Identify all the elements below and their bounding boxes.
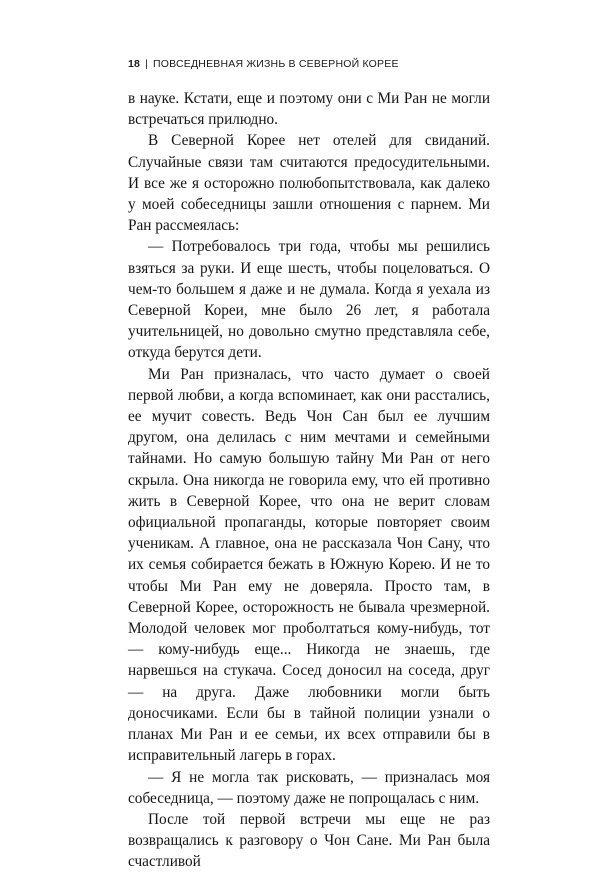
running-title: ПОВСЕДНЕВНАЯ ЖИЗНЬ В СЕВЕРНОЙ КОРЕЕ xyxy=(153,58,399,70)
paragraph-dialogue: — Потребовалось три года, чтобы мы решились взяться за руки. И еще шесть, чтобы поцеловаться. О чем-то большем я даже и не думала. Когда я уехала из Северной Кореи, мне было 26 лет, я работала учительницей, но довольно смутно представляла себе, откуда берутся дети. xyxy=(128,238,490,362)
paragraph-continuation: в науке. Кстати, еще и поэтому они с Ми Ран не могли встречаться прилюдно. xyxy=(128,90,490,129)
page-number: 18 xyxy=(128,58,141,70)
running-header xyxy=(128,58,488,70)
paragraph-dialogue: — Я не могла так рисковать, — призналась моя собеседница, — поэтому даже не попрощалась с ним. xyxy=(128,768,490,807)
body-text xyxy=(128,88,490,873)
paragraph: В Северной Корее нет отелей для свиданий. Случайные связи там считаются предосудительными. И все же я осторожно полюбопытствовала, как далеко у моей собеседницы зашли отношения с парнем. Ми Ран рассмеялась: xyxy=(128,132,490,235)
header-separator: | xyxy=(145,58,149,70)
paragraph: После той первой встречи мы еще не раз возвращались к разговору о Чон Сане. Ми Ран была счастливой xyxy=(128,810,490,871)
paragraph: Ми Ран призналась, что часто думает о своей первой любви, а когда вспоминает, как они расстались, ее мучит совесть. Ведь Чон Сан был ее лучшим другом, она делилась с ним мечтами и семейными тайнами. Но самую большую тайну Ми Ран от него скрыла. Она никогда не говорила ему, что ей противно жить в Северной Корее, что она не верит словам официальной пропаганды, которые повторяет своим ученикам. А главное, она не рассказала Чон Сану, что их семья собирается бежать в Южную Корею. И не то чтобы Ми Ран ему не доверяла. Просто там, в Северной Корее, осторожность не бывала чрезмерной. Молодой человек мог проболтаться кому-нибудь, тот — кому-нибудь еще... Никогда не знаешь, где нарвешься на стукача. Сосед доносил на соседа, друг — на друга. Даже любовники могли быть доносчиками. Если бы в тайной полиции узнали о планах Ми Ран и ее семьи, их всех отправили бы в исправительный лагерь в горах. xyxy=(128,365,490,765)
